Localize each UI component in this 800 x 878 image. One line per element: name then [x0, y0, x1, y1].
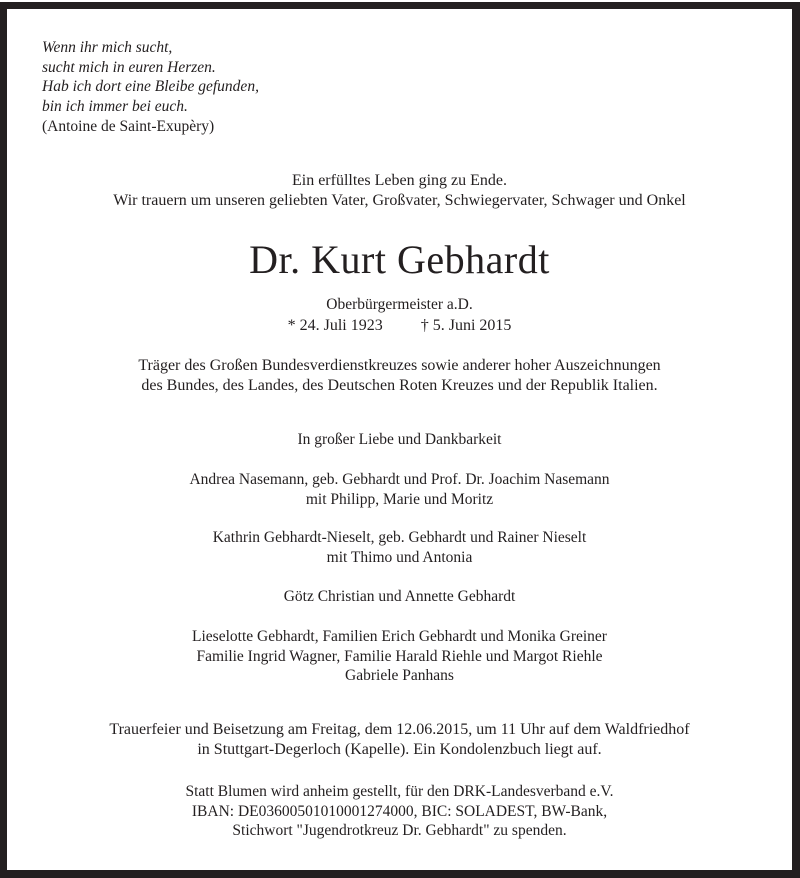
poem-line: Wenn ihr mich sucht,	[42, 39, 173, 56]
intro-line: Ein erfülltes Leben ging zu Ende.	[291, 172, 508, 189]
mourner-group	[7, 627, 792, 686]
mourner-line: Familie Ingrid Wagner, Familie Harald Riehle und Margot Riehle	[196, 647, 603, 665]
deceased-name: Dr. Kurt Gebhardt	[249, 237, 550, 282]
mourner-group	[7, 587, 792, 607]
poem-line: sucht mich in euren Herzen.	[42, 58, 216, 76]
intro-line: Wir trauern um unseren geliebten Vater, Großvater, Schwiegervater, Schwager und Onkel	[113, 192, 686, 209]
closing-phrase: In großer Liebe und Dankbarkeit	[297, 431, 502, 448]
life-dates	[7, 315, 792, 337]
donation-line: Stichwort "Jugendrotkreuz Dr. Gebhardt" zu spenden.	[232, 822, 567, 839]
poem-author: (Antoine de Saint-Exupèry)	[42, 118, 215, 135]
honors-line: Träger des Großen Bundesverdienstkreuzes sowie anderer hoher Auszeichnungen	[138, 357, 661, 374]
deceased-title: Oberbürgermeister a.D.	[326, 296, 473, 313]
donation-line: IBAN: DE03600501010001274000, BIC: SOLADEST, BW-Bank,	[191, 802, 608, 820]
death-date: † 5. Juni 2015	[420, 317, 512, 334]
birth-date: * 24. Juli 1923	[287, 317, 383, 334]
poem-line: Hab ich dort eine Bleibe gefunden,	[42, 78, 259, 95]
service-line: Trauerfeier und Beisetzung am Freitag, dem 12.06.2015, um 11 Uhr auf dem Waldfriedhof	[109, 721, 690, 738]
mourner-line: Lieselotte Gebhardt, Familien Erich Gebhardt und Monika Greiner	[192, 628, 607, 645]
mourner-group	[7, 470, 792, 509]
mourner-line: mit Philipp, Marie und Moritz	[305, 490, 494, 508]
service-line: in Stuttgart-Degerloch (Kapelle). Ein Kondolenzbuch liegt auf.	[197, 741, 602, 758]
donation-info	[7, 782, 792, 841]
mourner-line: Kathrin Gebhardt-Nieselt, geb. Gebhardt und Rainer Nieselt	[212, 529, 587, 546]
poem-line: bin ich immer bei euch.	[42, 97, 188, 115]
intro-text	[7, 171, 792, 211]
funeral-service-info	[7, 720, 792, 760]
mourner-group	[7, 528, 792, 567]
mourner-line: Andrea Nasemann, geb. Gebhardt und Prof. Dr. Joachim Nasemann	[189, 471, 610, 488]
donation-line: Statt Blumen wird anheim gestellt, für den DRK-Landesverband e.V.	[185, 783, 614, 800]
poem-quote	[42, 38, 259, 137]
honors-text	[7, 356, 792, 396]
honors-line: des Bundes, des Landes, des Deutschen Roten Kreuzes und der Republik Italien.	[141, 377, 658, 394]
mourner-line: Gabriele Panhans	[345, 667, 454, 684]
mourner-line: mit Thimo und Antonia	[326, 548, 473, 566]
mourner-line: Götz Christian und Annette Gebhardt	[283, 588, 516, 605]
